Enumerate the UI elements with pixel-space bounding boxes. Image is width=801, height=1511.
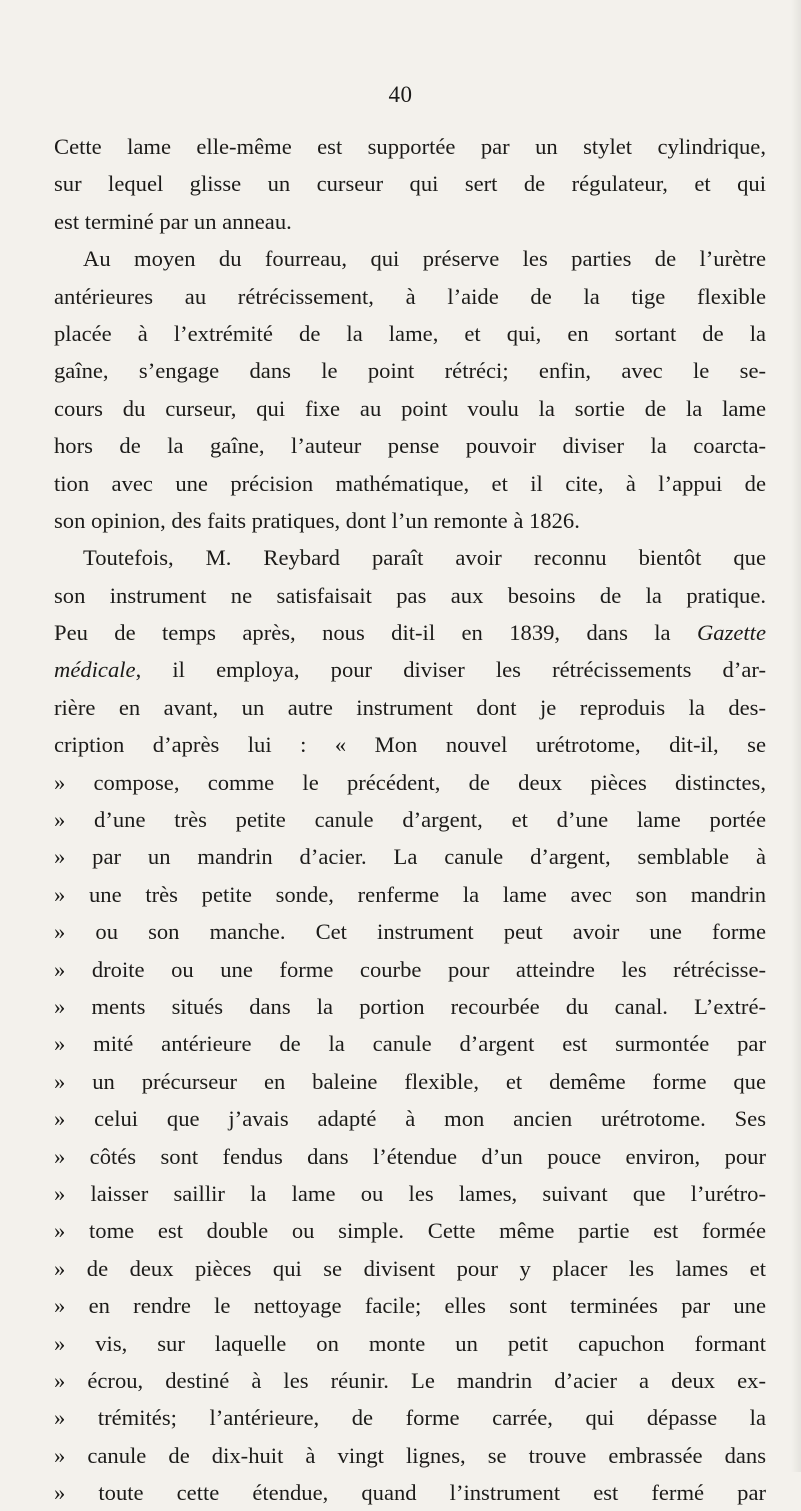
text-line	[54, 689, 766, 726]
text-line	[54, 651, 766, 688]
text-line	[54, 1287, 766, 1324]
text-segment: » tome est double ou simple. Cette même partie est formée	[54, 1218, 766, 1244]
text-segment: Cette lame elle-même est supportée par un stylet cylindrique,	[54, 134, 766, 159]
text-segment: » ments situés dans la portion recourbée du canal. L’extré-	[54, 993, 766, 1019]
italic-text-segment: médicale	[54, 657, 136, 683]
text-segment: son instrument ne satisfaisait pas aux besoins de la pratique.	[54, 582, 766, 608]
text-line	[54, 352, 766, 389]
text-segment: » celui que j’avais adapté à mon ancien urétrotome. Ses	[54, 1106, 766, 1132]
italic-text-segment: Gazette	[696, 620, 766, 646]
text-line	[54, 764, 766, 801]
text-line	[54, 1437, 766, 1474]
text-line	[54, 1212, 766, 1249]
text-segment: » toute cette étendue, quand l’instrument est fermé par	[54, 1480, 766, 1506]
text-line	[54, 1100, 766, 1137]
text-segment: Au moyen du fourreau, qui préserve les parties de l’urètre	[83, 246, 766, 272]
text-line	[54, 1474, 766, 1511]
text-segment: tion avec une précision mathématique, et il cite, à l’appui de	[54, 470, 766, 496]
text-segment: » de deux pièces qui se divisent pour y placer les lames et	[54, 1255, 766, 1281]
text-line	[54, 502, 766, 539]
text-segment: cription d’après lui : « Mon nouvel urétrotome, dit-il, se	[54, 732, 766, 758]
text-line	[54, 1362, 766, 1399]
text-line	[54, 1175, 766, 1212]
text-segment: » par un mandrin d’acier. La canule d’argent, semblable à	[54, 844, 766, 870]
text-segment: » une très petite sonde, renferme la lame avec son mandrin	[54, 881, 766, 907]
text-segment: Peu de temps après, nous dit-il en 1839, dans la	[54, 620, 697, 646]
text-segment: » compose, comme le précédent, de deux pièces distinctes,	[54, 769, 766, 795]
text-segment: Toutefois, M. Reybard paraît avoir reconnu bientôt que	[83, 545, 766, 571]
text-segment: » en rendre le nettoyage facile; elles sont terminées par une	[54, 1293, 766, 1319]
text-segment: , il employa, pour diviser les rétrécissements d’ar-	[135, 657, 766, 683]
text-line	[54, 1138, 766, 1175]
text-line	[54, 165, 766, 202]
text-line	[54, 240, 766, 277]
text-segment: antérieures au rétrécissement, à l’aide de la tige flexible	[54, 283, 766, 309]
text-line	[54, 128, 766, 165]
text-line	[54, 838, 766, 875]
text-segment: hors de la gaîne, l’auteur pense pouvoir diviser la coarcta-	[54, 433, 766, 459]
text-line	[54, 577, 766, 614]
text-line	[54, 1325, 766, 1362]
text-line	[54, 539, 766, 576]
text-segment: » écrou, destiné à les réunir. Le mandrin d’acier a deux ex-	[54, 1367, 766, 1393]
text-line	[54, 951, 766, 988]
text-line	[54, 203, 766, 240]
text-line	[54, 315, 766, 352]
text-segment: » vis, sur laquelle on monte un petit capuchon formant	[54, 1330, 766, 1356]
text-line	[54, 1250, 766, 1287]
text-segment: cours du curseur, qui fixe au point voulu la sortie de la lame	[54, 395, 766, 421]
text-line	[54, 726, 766, 763]
text-line	[54, 614, 766, 651]
text-line	[54, 1025, 766, 1062]
text-segment: » côtés sont fendus dans l’étendue d’un pouce environ, pour	[54, 1143, 766, 1169]
text-line	[54, 278, 766, 315]
text-segment: sur lequel glisse un curseur qui sert de régulateur, et qui	[54, 171, 766, 197]
text-line	[54, 390, 766, 427]
text-segment: » d’une très petite canule d’argent, et d’une lame portée	[54, 807, 766, 833]
text-segment: » ou son manche. Cet instrument peut avoir une forme	[54, 919, 766, 945]
page-number: 40	[388, 82, 413, 107]
text-segment: gaîne, s’engage dans le point rétréci; enfin, avec le se-	[54, 358, 766, 384]
text-line	[54, 876, 766, 913]
text-line	[54, 988, 766, 1025]
page-edge-shadow	[791, 0, 801, 1472]
text-line	[54, 465, 766, 502]
text-segment: » trémités; l’antérieure, de forme carrée, qui dépasse la	[54, 1405, 766, 1431]
text-segment: » mité antérieure de la canule d’argent est surmontée par	[54, 1031, 766, 1057]
text-line	[54, 1063, 766, 1100]
text-line	[54, 913, 766, 950]
text-line	[54, 1399, 766, 1436]
text-segment: » droite ou une forme courbe pour atteindre les rétrécisse-	[54, 956, 766, 982]
text-segment: rière en avant, un autre instrument dont je reproduis la des-	[54, 694, 766, 720]
text-segment: » canule de dix-huit à vingt lignes, se trouve embrassée dans	[54, 1442, 766, 1468]
text-line	[54, 427, 766, 464]
text-segment: son opinion, des faits pratiques, dont l’un remonte à 1826.	[54, 507, 580, 533]
text-segment: placée à l’extrémité de la lame, et qui, en sortant de la	[54, 320, 766, 346]
text-segment: est terminé par un anneau.	[54, 208, 292, 234]
text-segment: » laisser saillir la lame ou les lames, suivant que l’urétro-	[54, 1180, 766, 1206]
text-line	[54, 801, 766, 838]
text-segment: » un précurseur en baleine flexible, et demême forme que	[54, 1068, 766, 1094]
body-text	[54, 128, 766, 1511]
